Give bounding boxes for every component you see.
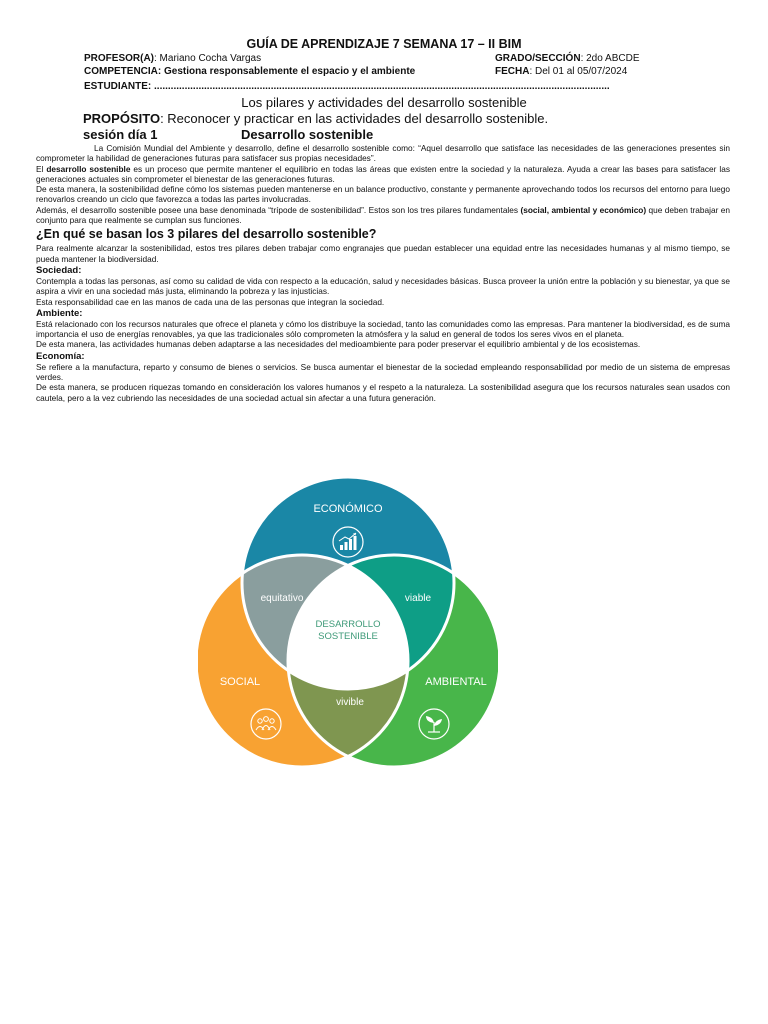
society-heading: Sociedad: [36, 264, 82, 276]
environmental-label: AMBIENTAL [425, 676, 487, 688]
definition-paragraph: La Comisión Mundial del Ambiente y desarrollo, define el desarrollo sostenible como: “Aquel desarrollo que satisface las necesidades de las generaciones presentes sin comprometer la habilidad de generaciones futuras para satisfacer sus propias necesidades”. [36, 143, 730, 164]
student-line [84, 81, 610, 92]
competence-line [84, 66, 415, 77]
center-label-line2: SOSTENIBLE [318, 631, 378, 642]
session-line [83, 127, 373, 142]
viable-label: viable [404, 593, 432, 604]
society-paragraph-2: Esta responsabilidad cae en las manos de cada una de las personas que integran la sociedad. [36, 296, 385, 307]
economy-paragraph-2: De esta manera, se producen riquezas tomando en consideración los valores humanos y el respeto a la naturaleza. La sostenibilidad asegura que los recursos naturales sean usados con cautela, pero a la vez cubriendo las necesidades de una sociedad actual sin afectar a una futura generación. [36, 382, 730, 403]
grade-line [495, 53, 639, 64]
economic-label: ECONÓMICO [313, 503, 383, 515]
lesson-subtitle: Los pilares y actividades del desarrollo sostenible [241, 95, 527, 110]
sustainable-process-paragraph: El desarrollo sostenible es un proceso que permite mantener el equilibrio en todas las áreas que existen entre la sociedad y la naturaleza. Ayuda a crear las bases para satisfacer las generaciones actuales sin comprometer el bienestar de las generaciones futuras. [36, 163, 730, 184]
session-label: sesión día 1 [83, 127, 158, 142]
purpose-line [83, 111, 548, 126]
lesson-body [36, 143, 730, 403]
competence-value: : Gestiona responsablemente el espacio y el ambiente [157, 66, 416, 77]
environment-heading: Ambiente: [36, 307, 83, 319]
pillars-question: ¿En qué se basan los 3 pilares del desarrollo sostenible? [36, 227, 377, 242]
grade-label: GRADO/SECCIÓN [495, 53, 581, 64]
economy-heading: Economía: [36, 350, 85, 362]
livable-label: vivible [336, 697, 364, 708]
competence-label: COMPETENCIA [84, 66, 158, 77]
tripod-paragraph: Además, el desarrollo sostenible posee una base denominada “trípode de sostenibilidad”. Estos son los tres pilares fundamentales (social, ambiental y económico) que deben trabajar en conjunto para que realmente se cumplan sus funciones. [36, 204, 731, 226]
session-topic: Desarrollo sostenible [241, 127, 374, 142]
environment-paragraph-1: Está relacionado con los recursos naturales que ofrece el planeta y cómo los distribuye la sociedad, tanto las comunidades como las empresas. Para mantener la biodiversidad, es de suma importancia el uso de energías renovables, ya que las tradicionales sólo comprometen la atmósfera y la salud en general de todos los seres vivos en el planeta. [36, 318, 730, 340]
pillars-intro: Para realmente alcanzar la sostenibilidad, estos tres pilares deben trabajar como engranajes que puedan establecer una equidad entre las necesidades humanas y al mismo tiempo, se pueda mantener la biodiversidad. [36, 243, 730, 264]
teacher-line [84, 53, 261, 64]
worksheet-title: GUÍA DE APRENDIZAJE 7 SEMANA 17 – II BIM [246, 37, 522, 51]
student-blank: .................................................................................................................................................................... [151, 81, 610, 92]
date-value: : Del 01 al 05/07/2024 [529, 66, 628, 77]
environment-paragraph-2: De esta manera, las actividades humanas deben adaptarse a las necesidades del medioambiente para poder preservar el equilibrio ambiental y de los ecosistemas. [36, 339, 641, 350]
date-label: FECHA [495, 66, 530, 77]
economy-paragraph-1: Se refiere a la manufactura, reparto y consumo de bienes o servicios. Se busca aumentar el bienestar de la sociedad empleando responsabilidad por medio de un sistema de empresas verdes. [36, 361, 730, 383]
sustainability-venn-diagram [198, 476, 498, 768]
equitable-label: equitativo [260, 593, 304, 604]
date-line [495, 66, 627, 77]
teacher-value: : Mariano Cocha Vargas [154, 53, 262, 64]
social-label: SOCIAL [219, 676, 261, 688]
balance-paragraph: De esta manera, la sostenibilidad define cómo los sistemas pueden mantenerse en un balance productivo, constante y permanente aprovechando todos los recursos del entorno para luego renovarlos creando un ciclo que favorezca a todas las partes involucradas. [36, 184, 730, 205]
teacher-label: PROFESOR(A) [84, 53, 154, 64]
grade-value: : 2do ABCDE [580, 53, 640, 64]
purpose-label: PROPÓSITO [83, 111, 161, 126]
society-paragraph-1: Contempla a todas las personas, así como su calidad de vida con respecto a la educación, salud y necesidades básicas. Busca proveer la unión entre la población y su bienestar, ya que se aspira a vivir en una sociedad más justa, eliminando la pobreza y las injusticias. [36, 275, 730, 297]
student-label: ESTUDIANTE: [84, 81, 152, 92]
purpose-text: : Reconocer y practicar en las actividades del desarrollo sostenible. [160, 111, 549, 126]
center-label-line1: DESARROLLO [315, 619, 381, 630]
